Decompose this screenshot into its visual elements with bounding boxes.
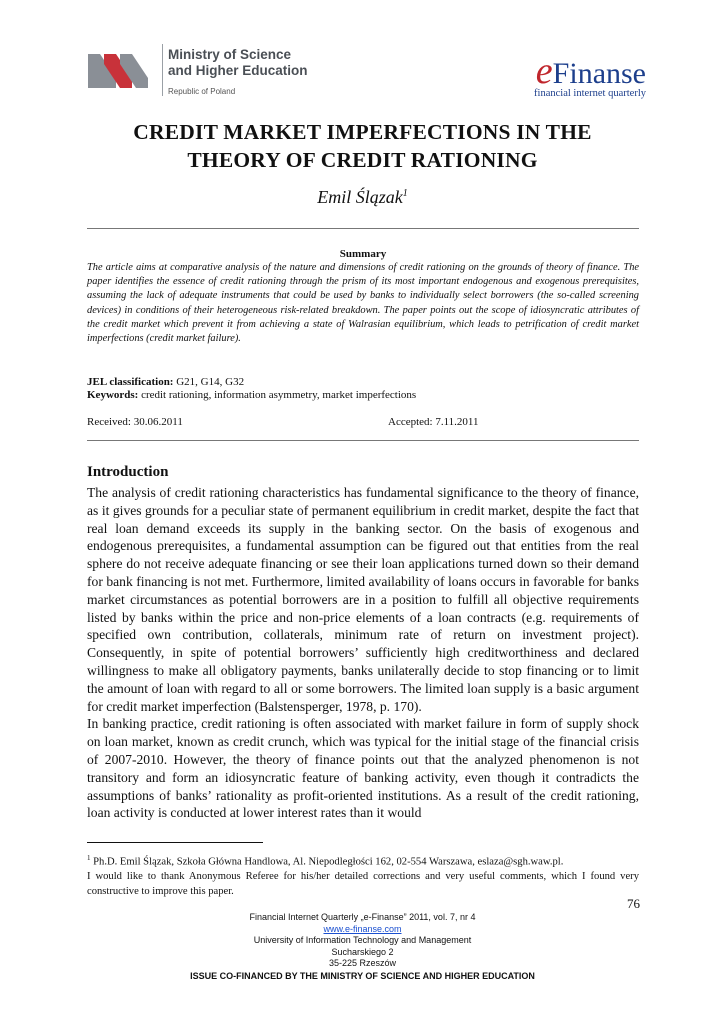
keywords-label: Keywords: xyxy=(87,389,139,401)
footer-journal: Financial Internet Quarterly „e-Finanse” 2011, vol. 7, nr 4 xyxy=(249,912,476,922)
footnote xyxy=(87,851,639,899)
keywords-value: credit rationing, information asymmetry, market imperfections xyxy=(138,389,417,401)
keywords xyxy=(87,389,416,402)
ministry-emblem-icon xyxy=(86,48,156,92)
paper-title-line1: CREDIT MARKET IMPERFECTIONS IN THE xyxy=(133,120,592,144)
introduction-heading: Introduction xyxy=(87,464,169,480)
page-number: 76 xyxy=(627,896,640,911)
ministry-name-line1: Ministry of Science xyxy=(168,47,292,62)
efinanse-e: e xyxy=(535,50,553,92)
summary-text: The article aims at comparative analysis of the nature and dimensions of credit rationing on the grounds of theory of finance. The paper identifies the essence of credit rationing through the prism of its most important endogenous and exogenous prerequisites, assuming the lack of adequate instruments that could be used by banks to individually select borrowers (the so-called screening devices) in conditions of their heterogeneous risk-related breakdown. The paper points out the scope of idiosyncratic attributes of the credit market which prevent it from achieving a state of Walrasian equilibrium, which leads to petrification of credit market imperfections (credit market failure). xyxy=(87,262,639,345)
introduction-paragraph-1: The analysis of credit rationing characteristics has fundamental significance to the theory of finance, as it gives grounds for a peculiar state of permanent equilibrium in credit market, despite the fact that real loan demand exceeds its supply in the banking sector. On the basis of exogenous and endogenous prerequisites, a fundamental assumption can be figured out that entities from the real sphere do not receive adequate financing or see their loan applications turned down so their demand for bank financing is not met. Furthermore, limited availability of loans occurs in favorable for banks market circumstances as potential borrowers are in a position to fulfill all objective requirements listed by banks within the price and non-price elements of a loan contracts (e.g. requirements of specified own contribution, collaterals, minimum rate of return on investment project). Consequently, in spite of potential borrowers’ sufficiently high creditworthiness and declared willingness to make all obligatory payments, banks unilaterally decide to stop financing or to limit the amount of loan with regard to all or some borrowers. The limited loan supply is a basic argument for credit market imperfection (Balstensperger, 1978, p. 170). xyxy=(87,485,639,714)
introduction-body xyxy=(87,484,639,822)
paper-title-line2: THEORY OF CREDIT RATIONING xyxy=(187,148,538,172)
ministry-logo xyxy=(86,44,316,100)
ministry-divider xyxy=(162,44,163,96)
author-name: Emil Ślązak xyxy=(317,187,403,207)
footnote-author xyxy=(87,851,639,870)
author xyxy=(60,187,665,208)
ministry-name xyxy=(168,47,308,79)
introduction-paragraph-2: In banking practice, credit rationing is often associated with market failure in form of supply shock on loan market, known as credit crunch, which was typical for the initial stage of the financial crisis of 2007-2010. However, the theory of finance points out that the analyzed phenomenon is not transitory and form an idiosyncratic feature of banking activity, even though it contradicts the assumptions of banks’ rationality as profit-oriented institutions. As a result of the credit rationing, loan activity is conducted at lower interest rates than it would xyxy=(87,716,639,821)
footnote-acknowledgement: I would like to thank Anonymous Referee for his/her detailed corrections and very useful comments, which I found very constructive to improve this paper. xyxy=(87,871,639,897)
divider-top xyxy=(87,228,639,229)
footer-cofinanced: ISSUE CO-FINANCED BY THE MINISTRY OF SCIENCE AND HIGHER EDUCATION xyxy=(190,970,535,981)
journal-footer xyxy=(100,912,625,982)
footnote-line1: Ph.D. Emil Ślązak, Szkoła Główna Handlowa, Al. Niepodległości 162, 02-554 Warszawa, eslaza@sgh.waw.pl. xyxy=(90,856,564,868)
jel-label: JEL classification: xyxy=(87,376,174,388)
footer-city: 35-225 Rzeszów xyxy=(328,958,397,968)
ministry-country: Republic of Poland xyxy=(168,87,236,96)
accepted-date: Accepted: 7.11.2011 xyxy=(388,416,479,428)
author-footnote-mark: 1 xyxy=(402,188,408,199)
jel-classification xyxy=(87,376,244,389)
footer-university: University of Information Technology and Management xyxy=(253,935,472,945)
footer-street: Sucharskiego 2 xyxy=(331,946,394,957)
footnote-rule xyxy=(87,842,263,843)
paper-title xyxy=(60,118,665,174)
jel-value: G21, G14, G32 xyxy=(173,376,245,388)
efinanse-logo xyxy=(506,50,646,100)
divider-bottom xyxy=(87,440,639,441)
efinanse-name: Finanse xyxy=(552,57,646,90)
summary-heading: Summary xyxy=(339,248,387,260)
efinanse-tagline: financial internet quarterly xyxy=(534,88,646,99)
footer-website-link[interactable]: www.e-finanse.com xyxy=(323,923,402,934)
footnote-mark: 1 xyxy=(87,854,91,862)
ministry-name-line2: and Higher Education xyxy=(168,63,308,78)
received-date: Received: 30.06.2011 xyxy=(87,416,183,428)
